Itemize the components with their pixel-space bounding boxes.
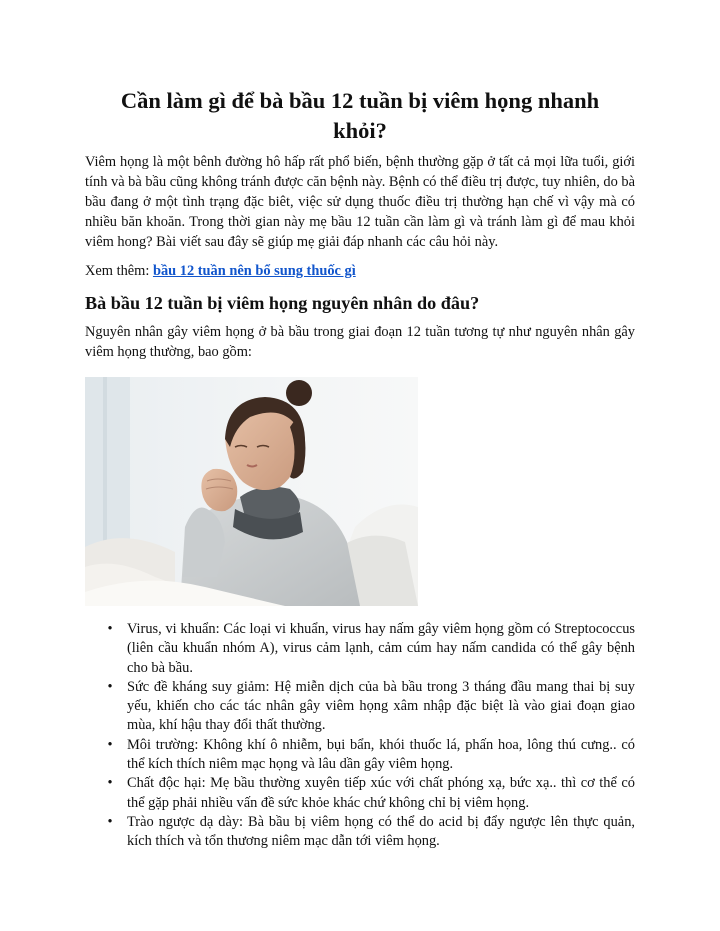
list-item-text: Trào ngược dạ dày: Bà bầu bị viêm họng có thể do acid bị đẩy ngược lên thực quản, kích thích và tổn thương niêm mạc dẫn tới viêm họng. — [127, 813, 635, 850]
bullet-icon: • — [107, 678, 113, 695]
list-item-text: Chất độc hại: Mẹ bầu thường xuyên tiếp xúc với chất phóng xạ, bức xạ.. thì cơ thể có thể gặp phải nhiều vấn đề sức khỏe khác chứ không chỉ bị viêm họng. — [127, 775, 635, 811]
list-item — [107, 678, 635, 736]
see-also-line — [85, 261, 635, 281]
section-intro-paragraph: Nguyên nhân gây viêm họng ở bà bầu trong giai đoạn 12 tuần tương tự như nguyên nhân gây viêm họng thường, bao gồm: — [85, 324, 635, 360]
intro-paragraph: Viêm họng là một bênh đường hô hấp rất phổ biến, bệnh thường gặp ở tất cả mọi lữa tuổi, giới tính và bà bầu cũng không tránh được căn bệnh này. Bệnh có thể điều trị được, tuy nhiên, do bà bầu đang ở một tình trạng đặc biêt, việc sử dụng thuốc điều trị thường hạn chế vì vậy mà có nhiều băn khoăn. Trong thời gian này mẹ bầu 12 tuần cần làm gì và tránh làm gì để mau khỏi viêm hong? Bài viết sau đây sẽ giúp mẹ giải đáp nhanh các câu hỏi này. — [85, 154, 635, 250]
see-also-link[interactable]: bầu 12 tuần nên bổ sung thuốc gì — [152, 263, 356, 279]
list-item — [107, 620, 635, 678]
article-title: Cần làm gì để bà bầu 12 tuần bị viêm họng nhanh khỏi? — [120, 88, 600, 143]
bullet-icon: • — [107, 813, 113, 830]
bullet-icon: • — [107, 736, 113, 753]
sick-woman-illustration — [85, 377, 418, 606]
see-also-label: Xem thêm: — [85, 263, 150, 279]
article-photo — [85, 377, 418, 606]
bullet-icon: • — [107, 775, 113, 792]
bullet-icon: • — [107, 621, 113, 637]
list-item-text: Virus, vi khuẩn: Các loại vi khuẩn, virus hay nấm gây viêm họng gồm có Streptococcus (liên cầu khuẩn nhóm A), virus cảm lạnh, cảm cúm hay nấm candida có thể gây bệnh cho bà bầu. — [127, 621, 635, 676]
list-item — [107, 736, 635, 775]
section-heading: Bà bầu 12 tuần bị viêm họng nguyên nhân do đâu? — [85, 293, 480, 313]
list-item-text: Sức đề kháng suy giảm: Hệ miễn dịch của bà bầu trong 3 tháng đầu mang thai bị suy yếu, khiến cho các tác nhân gây viêm họng xâm nhập đặc biệt là vào giai đoạn giao mùa, khí hậu thay đổi thất thường. — [127, 678, 635, 734]
article-body — [85, 86, 635, 852]
list-item — [107, 813, 635, 852]
list-item — [107, 774, 635, 813]
list-item-text: Môi trường: Không khí ô nhiễm, bụi bẩn, khói thuốc lá, phấn hoa, lông thú cưng.. có thể kích thích niêm mạc họng và lâu dần gây viêm họng. — [127, 736, 635, 773]
causes-list — [85, 620, 635, 852]
